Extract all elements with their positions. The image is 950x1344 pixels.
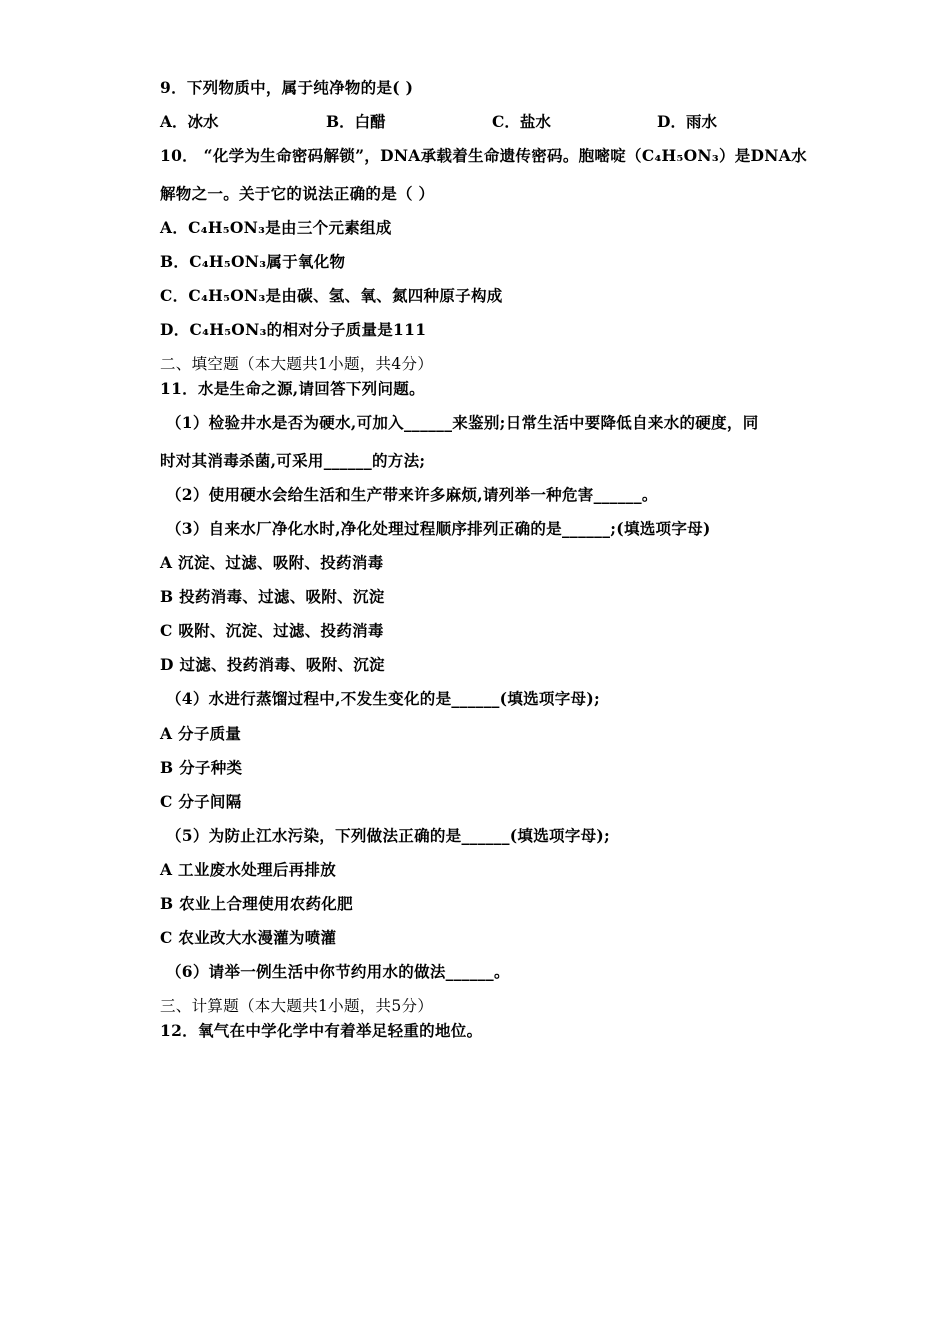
q10-stem-line1: 10． “化学为生命密码解锁”，DNA承载着生命遗传密码。胞嘧啶（C₄H₅ON₃）是DNA水 xyxy=(160,146,807,165)
q11-part3-option-c: C 吸附、沉淀、过滤、投药消毒 xyxy=(160,621,384,640)
q11-part3-option-d: D 过滤、投药消毒、吸附、沉淀 xyxy=(160,655,385,674)
q9-stem: 9．下列物质中，属于纯净物的是( ) xyxy=(160,78,414,97)
q11-part6: （6）请举一例生活中你节约用水的做法______。 xyxy=(166,962,510,981)
q9-option-c: C．盐水 xyxy=(492,112,551,131)
q11-part4: （4）水进行蒸馏过程中,不发生变化的是______(填选项字母); xyxy=(166,689,600,708)
q11-part2: （2）使用硬水会给生活和生产带来许多麻烦,请列举一种危害______。 xyxy=(166,485,658,504)
q11-stem: 11．水是生命之源,请回答下列问题。 xyxy=(160,379,425,398)
q11-part4-option-a: A 分子质量 xyxy=(160,724,242,743)
q11-part3: （3）自来水厂净化水时,净化处理过程顺序排列正确的是______;(填选项字母) xyxy=(166,519,711,538)
section-heading-fill-in: 二、填空题（本大题共1小题，共4分） xyxy=(160,355,434,373)
q11-part5-option-c: C 农业改大水漫灌为喷灌 xyxy=(160,928,337,947)
q10-option-d: D．C₄H₅ON₃的相对分子质量是111 xyxy=(160,320,427,339)
q11-part5-option-b: B 农业上合理使用农药化肥 xyxy=(160,894,353,913)
q9-option-d: D．雨水 xyxy=(657,112,717,131)
q11-part5: （5）为防止江水污染，下列做法正确的是______(填选项字母); xyxy=(166,826,611,845)
q11-part5-option-a: A 工业废水处理后再排放 xyxy=(160,860,337,879)
q12-stem: 12．氧气在中学化学中有着举足轻重的地位。 xyxy=(160,1021,483,1040)
q10-option-b: B．C₄H₅ON₃属于氧化物 xyxy=(160,252,346,271)
q10-stem-line2: 解物之一。关于它的说法正确的是（ ） xyxy=(160,184,435,203)
q11-part3-option-b: B 投药消毒、过滤、吸附、沉淀 xyxy=(160,587,385,606)
q11-part1-line1: （1）检验井水是否为硬水,可加入______来鉴别;日常生活中要降低自来水的硬度，同 xyxy=(166,413,759,432)
q11-part1-line2: 时对其消毒杀菌,可采用______的方法; xyxy=(160,451,426,470)
q10-option-a: A．C₄H₅ON₃是由三个元素组成 xyxy=(160,218,392,237)
q9-option-a: A．冰水 xyxy=(160,112,219,131)
q9-option-b: B．白醋 xyxy=(326,112,386,131)
q10-option-c: C．C₄H₅ON₃是由碳、氢、氧、氮四种原子构成 xyxy=(160,286,503,305)
section-heading-calculation: 三、计算题（本大题共1小题，共5分） xyxy=(160,997,434,1015)
q11-part4-option-b: B 分子种类 xyxy=(160,758,243,777)
q11-part3-option-a: A 沉淀、过滤、吸附、投药消毒 xyxy=(160,553,384,572)
q11-part4-option-c: C 分子间隔 xyxy=(160,792,242,811)
